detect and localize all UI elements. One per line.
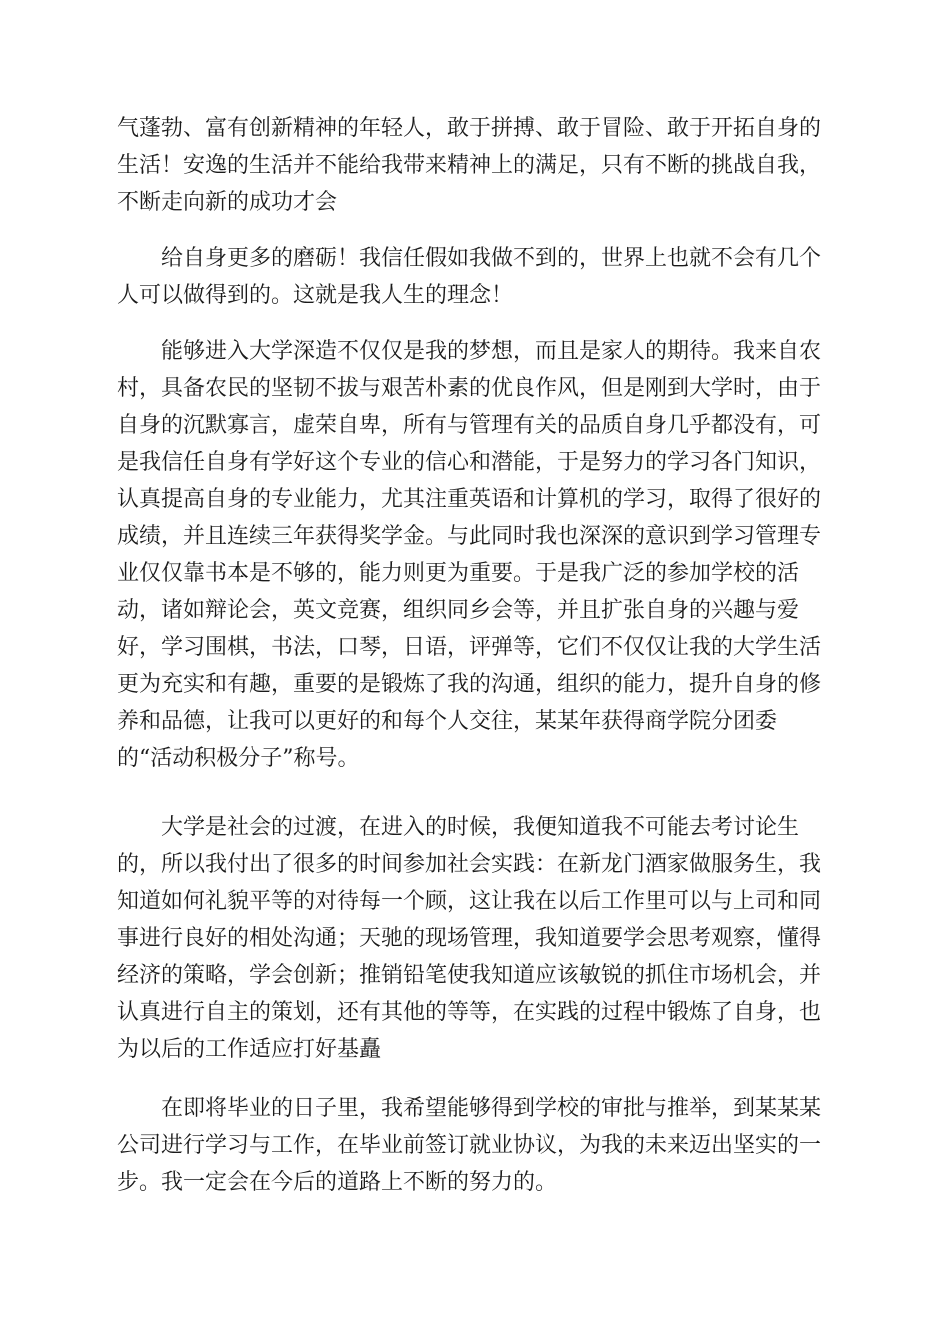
text-line: 的“活动积极分子”称号。 bbox=[117, 746, 360, 771]
paragraph-3 bbox=[117, 333, 837, 777]
text-line: 公司进行学习与工作，在毕业前签订就业协议，为我的未来迈出坚实的一 bbox=[117, 1133, 822, 1158]
text-line: 经济的策略，学会创新；推销铅笔使我知道应该敏锐的抓住市场机会，并 bbox=[117, 963, 822, 988]
paragraph-2 bbox=[117, 240, 837, 314]
text-line: 气蓬勃、富有创新精神的年轻人，敢于拼搏、敢于冒险、敢于开拓自身的 bbox=[117, 116, 822, 141]
text-line: 在即将毕业的日子里，我希望能够得到学校的审批与推举，到某某某 bbox=[161, 1096, 822, 1121]
text-line: 自身的沉默寡言，虚荣自卑，所有与管理有关的品质自身几乎都没有，可 bbox=[117, 413, 822, 438]
text-line: 给自身更多的磨砺！我信任假如我做不到的，世界上也就不会有几个 bbox=[161, 246, 822, 271]
text-line: 认真提高自身的专业能力，尤其注重英语和计算机的学习，取得了很好的 bbox=[117, 487, 822, 512]
paragraph-5 bbox=[117, 1090, 837, 1201]
text-line: 是我信任自身有学好这个专业的信心和潜能，于是努力的学习各门知识， bbox=[117, 450, 822, 475]
paragraph-4 bbox=[117, 809, 837, 1068]
text-line: 能够进入大学深造不仅仅是我的梦想，而且是家人的期待。我来自农 bbox=[161, 339, 822, 364]
text-line: 养和品德，让我可以更好的和每个人交往，某某年获得商学院分团委 bbox=[117, 709, 778, 734]
text-line: 步。我一定会在今后的道路上不断的努力的。 bbox=[117, 1170, 558, 1195]
paragraph-1 bbox=[117, 110, 837, 221]
text-line: 不断走向新的成功才会 bbox=[117, 190, 338, 215]
text-line: 认真进行自主的策划，还有其他的等等，在实践的过程中锻炼了自身，也 bbox=[117, 1000, 822, 1025]
text-line: 成绩，并且连续三年获得奖学金。与此同时我也深深的意识到学习管理专 bbox=[117, 524, 822, 549]
text-line: 更为充实和有趣，重要的是锻炼了我的沟通，组织的能力，提升自身的修 bbox=[117, 672, 822, 697]
text-line: 的，所以我付出了很多的时间参加社会实践：在新龙门酒家做服务生，我 bbox=[117, 852, 822, 877]
text-line: 事进行良好的相处沟通；天驰的现场管理，我知道要学会思考观察，懂得 bbox=[117, 926, 822, 951]
text-line: 动，诸如辩论会，英文竞赛，组织同乡会等，并且扩张自身的兴趣与爱 bbox=[117, 598, 800, 623]
text-line: 大学是社会的过渡，在进入的时候，我便知道我不可能去考讨论生 bbox=[161, 815, 800, 840]
text-line: 生活！安逸的生活并不能给我带来精神上的满足，只有不断的挑战自我， bbox=[117, 153, 822, 178]
text-line: 业仅仅靠书本是不够的，能力则更为重要。于是我广泛的参加学校的活 bbox=[117, 561, 800, 586]
text-line: 知道如何礼貌平等的对待每一个顾，这让我在以后工作里可以与上司和同 bbox=[117, 889, 822, 914]
text-line: 人可以做得到的。这就是我人生的理念！ bbox=[117, 283, 514, 308]
text-line: 村，具备农民的坚韧不拔与艰苦朴素的优良作风，但是刚到大学时，由于 bbox=[117, 376, 822, 401]
text-line: 为以后的工作适应打好基矗 bbox=[117, 1037, 382, 1062]
text-line: 好，学习围棋，书法，口琴，日语，评弹等，它们不仅仅让我的大学生活 bbox=[117, 635, 822, 660]
